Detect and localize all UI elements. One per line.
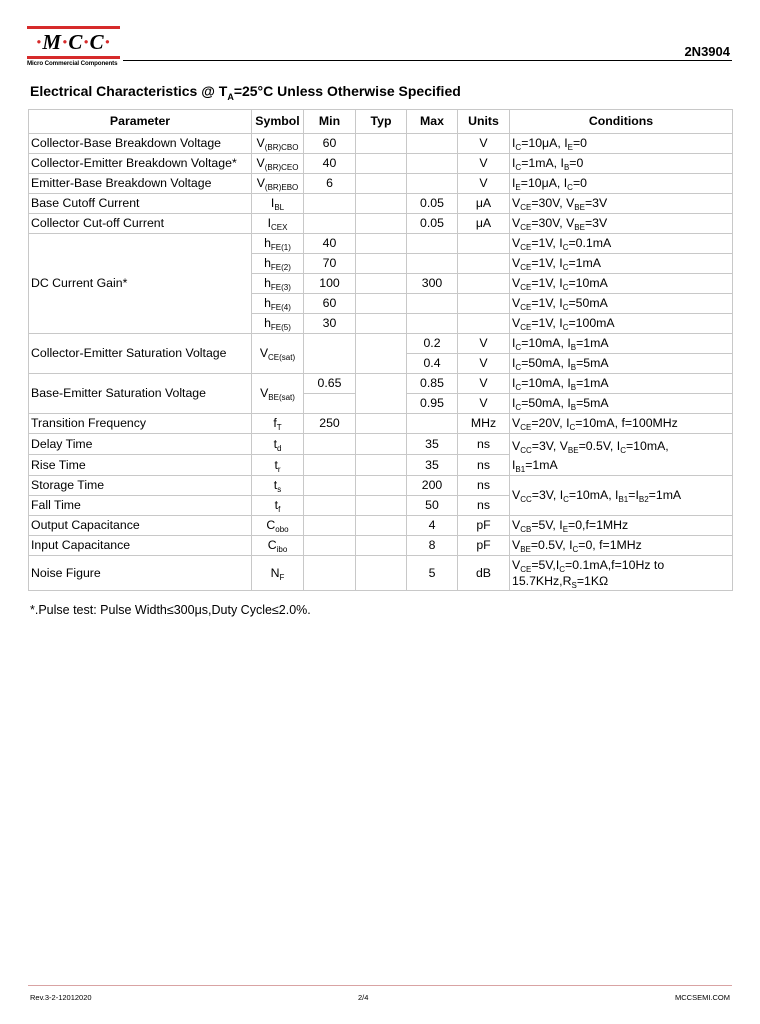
symbol-cell: $t_f$ — [252, 496, 304, 516]
conditions-cell: $V_{CE}=1V$, $I_C=1mA$ — [510, 254, 733, 274]
col-header-min: Min — [304, 110, 356, 134]
min-cell — [304, 476, 356, 496]
typ-cell — [356, 516, 407, 536]
min-cell: 40 — [304, 154, 356, 174]
conditions-cell: $I_C=10mA$, $I_B=1mA$ — [510, 374, 733, 394]
symbol-cell: $h_{FE(1)}$ — [252, 234, 304, 254]
max-cell: 200 — [407, 476, 458, 496]
typ-cell — [356, 234, 407, 254]
symbol-cell: $h_{FE(2)}$ — [252, 254, 304, 274]
conditions-cell: $V_{CE}=20V$, $I_C=10mA$, f=100MHz — [510, 414, 733, 434]
max-cell — [407, 254, 458, 274]
units-cell: V — [458, 334, 510, 354]
table-row — [29, 434, 733, 455]
max-cell — [407, 134, 458, 154]
conditions-cell: $V_{CE}=1V$, $I_C=50mA$ — [510, 294, 733, 314]
electrical-characteristics-table — [28, 109, 733, 591]
col-header-parameter: Parameter — [29, 110, 252, 134]
units-cell: MHz — [458, 414, 510, 434]
units-cell: pF — [458, 516, 510, 536]
units-cell: ns — [458, 455, 510, 476]
max-cell: 50 — [407, 496, 458, 516]
revision-label: Rev.3-2-12012020 — [30, 993, 92, 1002]
units-cell: V — [458, 134, 510, 154]
part-number: 2N3904 — [684, 44, 730, 59]
table-row — [29, 154, 733, 174]
conditions-cell: $V_{CE}=30V$, $V_{BE}=3V$ — [510, 194, 733, 214]
param-cell: Collector-Emitter Saturation Voltage — [29, 334, 252, 374]
symbol-cell: $f_T$ — [252, 414, 304, 434]
min-cell: 30 — [304, 314, 356, 334]
param-cell: Transition Frequency — [29, 414, 252, 434]
max-cell: 0.2 — [407, 334, 458, 354]
min-cell: 70 — [304, 254, 356, 274]
conditions-cell: $I_C=1mA$, $I_B=0$ — [510, 154, 733, 174]
min-cell: 0.65 — [304, 374, 356, 394]
pulse-test-footnote: *.Pulse test: Pulse Width≤300μs,Duty Cycle≤2.0%. — [30, 603, 311, 617]
conditions-cell: $V_{CC}=3V$, $V_{BE}=0.5V$, $I_C=10mA$, $I_{B1}=1mA$ — [510, 434, 733, 476]
col-header-max: Max — [407, 110, 458, 134]
symbol-cell: $I_{BL}$ — [252, 194, 304, 214]
symbol-cell: $V_{BE(sat)}$ — [252, 374, 304, 414]
typ-cell — [356, 274, 407, 294]
footer-divider — [28, 985, 732, 986]
max-cell: 8 — [407, 536, 458, 556]
typ-cell — [356, 194, 407, 214]
symbol-cell: $V_{(BR)CBO}$ — [252, 134, 304, 154]
units-cell: ns — [458, 496, 510, 516]
typ-cell — [356, 536, 407, 556]
min-cell — [304, 556, 356, 591]
min-cell: 60 — [304, 294, 356, 314]
param-cell: Output Capacitance — [29, 516, 252, 536]
mcc-logo — [27, 26, 120, 70]
min-cell — [304, 516, 356, 536]
min-cell — [304, 496, 356, 516]
logo-wordmark: ·M·C·C· — [36, 30, 111, 54]
param-cell: Base Cutoff Current — [29, 194, 252, 214]
param-cell: Collector-Emitter Breakdown Voltage* — [29, 154, 252, 174]
param-cell: Collector Cut-off Current — [29, 214, 252, 234]
param-cell: Input Capacitance — [29, 536, 252, 556]
typ-cell — [356, 134, 407, 154]
units-cell: dB — [458, 556, 510, 591]
table-row — [29, 476, 733, 496]
table-row — [29, 174, 733, 194]
max-cell — [407, 154, 458, 174]
units-cell: ns — [458, 476, 510, 496]
header-divider — [123, 60, 732, 61]
typ-cell — [356, 434, 407, 455]
units-cell: μA — [458, 214, 510, 234]
table-header-row — [29, 110, 733, 134]
typ-cell — [356, 254, 407, 274]
typ-cell — [356, 496, 407, 516]
table-row — [29, 414, 733, 434]
units-cell: pF — [458, 536, 510, 556]
param-cell: Fall Time — [29, 496, 252, 516]
max-cell: 4 — [407, 516, 458, 536]
symbol-cell: $h_{FE(4)}$ — [252, 294, 304, 314]
max-cell — [407, 234, 458, 254]
min-cell — [304, 394, 356, 414]
conditions-cell: $V_{CC}=3V$, $I_C=10mA$, $I_{B1}=I_{B2}=1mA$ — [510, 476, 733, 516]
max-cell: 0.95 — [407, 394, 458, 414]
units-cell — [458, 254, 510, 274]
symbol-cell: $t_s$ — [252, 476, 304, 496]
param-cell: Delay Time — [29, 434, 252, 455]
typ-cell — [356, 455, 407, 476]
typ-cell — [356, 214, 407, 234]
param-cell: Storage Time — [29, 476, 252, 496]
typ-cell — [356, 476, 407, 496]
symbol-cell: $h_{FE(5)}$ — [252, 314, 304, 334]
param-cell: Emitter-Base Breakdown Voltage — [29, 174, 252, 194]
units-cell: V — [458, 174, 510, 194]
table-row — [29, 134, 733, 154]
table-row — [29, 516, 733, 536]
page-number: 2/4 — [358, 993, 369, 1002]
min-cell: 6 — [304, 174, 356, 194]
conditions-cell: $I_C=50mA$, $I_B=5mA$ — [510, 354, 733, 374]
units-cell: ns — [458, 434, 510, 455]
param-cell: Collector-Base Breakdown Voltage — [29, 134, 252, 154]
conditions-cell: $I_C=50mA$, $I_B=5mA$ — [510, 394, 733, 414]
symbol-cell: $N_F$ — [252, 556, 304, 591]
conditions-cell: $V_{BE}=0.5V$, $I_C=0$, f=1MHz — [510, 536, 733, 556]
typ-cell — [356, 334, 407, 374]
conditions-cell: $I_E=10\mu A$, $I_C=0$ — [510, 174, 733, 194]
table-row — [29, 334, 733, 354]
table-row — [29, 374, 733, 394]
conditions-cell: $V_{CB}=5V$, $I_E=0,f=1MHz$ — [510, 516, 733, 536]
max-cell: 5 — [407, 556, 458, 591]
units-cell — [458, 294, 510, 314]
table-row — [29, 214, 733, 234]
table-row — [29, 536, 733, 556]
units-cell: V — [458, 394, 510, 414]
max-cell: 0.05 — [407, 194, 458, 214]
typ-cell — [356, 174, 407, 194]
col-header-typ: Typ — [356, 110, 407, 134]
website-link[interactable]: MCCSEMI.COM — [675, 993, 730, 1002]
symbol-cell: $h_{FE(3)}$ — [252, 274, 304, 294]
conditions-cell: $V_{CE}=5V,I_C=0.1mA,f=10Hz$ to $15.7KHz,R_S=1K\Omega$ — [510, 556, 733, 591]
typ-cell — [356, 294, 407, 314]
max-cell: 0.85 — [407, 374, 458, 394]
min-cell — [304, 434, 356, 455]
max-cell — [407, 414, 458, 434]
units-cell: V — [458, 354, 510, 374]
col-header-units: Units — [458, 110, 510, 134]
typ-cell — [356, 314, 407, 334]
table-row — [29, 194, 733, 214]
table-row — [29, 556, 733, 591]
min-cell: 40 — [304, 234, 356, 254]
units-cell: V — [458, 154, 510, 174]
symbol-cell: $V_{(BR)EBO}$ — [252, 174, 304, 194]
min-cell: 60 — [304, 134, 356, 154]
max-cell — [407, 314, 458, 334]
max-cell: 35 — [407, 455, 458, 476]
conditions-cell: $V_{CE}=1V$, $I_C=0.1mA$ — [510, 234, 733, 254]
symbol-cell: $C_{obo}$ — [252, 516, 304, 536]
max-cell: 0.05 — [407, 214, 458, 234]
min-cell: 250 — [304, 414, 356, 434]
conditions-cell: $V_{CE}=30V$, $V_{BE}=3V$ — [510, 214, 733, 234]
symbol-cell: $t_r$ — [252, 455, 304, 476]
param-cell: Noise Figure — [29, 556, 252, 591]
min-cell — [304, 194, 356, 214]
units-cell: V — [458, 374, 510, 394]
symbol-cell: $V_{(BR)CEO}$ — [252, 154, 304, 174]
logo-bottom-bar — [27, 56, 120, 59]
max-cell: 300 — [407, 274, 458, 294]
symbol-cell: $I_{CEX}$ — [252, 214, 304, 234]
conditions-cell: $V_{CE}=1V$, $I_C=10mA$ — [510, 274, 733, 294]
table-row — [29, 234, 733, 254]
min-cell — [304, 455, 356, 476]
typ-cell — [356, 374, 407, 414]
min-cell — [304, 536, 356, 556]
units-cell — [458, 234, 510, 254]
min-cell — [304, 334, 356, 374]
symbol-cell: $C_{ibo}$ — [252, 536, 304, 556]
param-cell: DC Current Gain* — [29, 234, 252, 334]
typ-cell — [356, 154, 407, 174]
param-cell: Base-Emitter Saturation Voltage — [29, 374, 252, 414]
symbol-cell: $V_{CE(sat)}$ — [252, 334, 304, 374]
symbol-cell: $t_d$ — [252, 434, 304, 455]
typ-cell — [356, 414, 407, 434]
min-cell — [304, 214, 356, 234]
units-cell — [458, 314, 510, 334]
max-cell — [407, 174, 458, 194]
param-cell: Rise Time — [29, 455, 252, 476]
max-cell: 0.4 — [407, 354, 458, 374]
typ-cell — [356, 556, 407, 591]
max-cell: 35 — [407, 434, 458, 455]
units-cell — [458, 274, 510, 294]
min-cell: 100 — [304, 274, 356, 294]
units-cell: μA — [458, 194, 510, 214]
col-header-conditions: Conditions — [510, 110, 733, 134]
section-title: Electrical Characteristics @ $T_A=25^\circ C$ Unless Otherwise Specified — [30, 83, 461, 102]
logo-tagline: Micro Commercial Components — [27, 60, 118, 67]
conditions-cell: $I_C=10\mu A$, $I_E=0$ — [510, 134, 733, 154]
col-header-symbol: Symbol — [252, 110, 304, 134]
conditions-cell: $I_C=10mA$, $I_B=1mA$ — [510, 334, 733, 354]
max-cell — [407, 294, 458, 314]
conditions-cell: $V_{CE}=1V$, $I_C=100mA$ — [510, 314, 733, 334]
